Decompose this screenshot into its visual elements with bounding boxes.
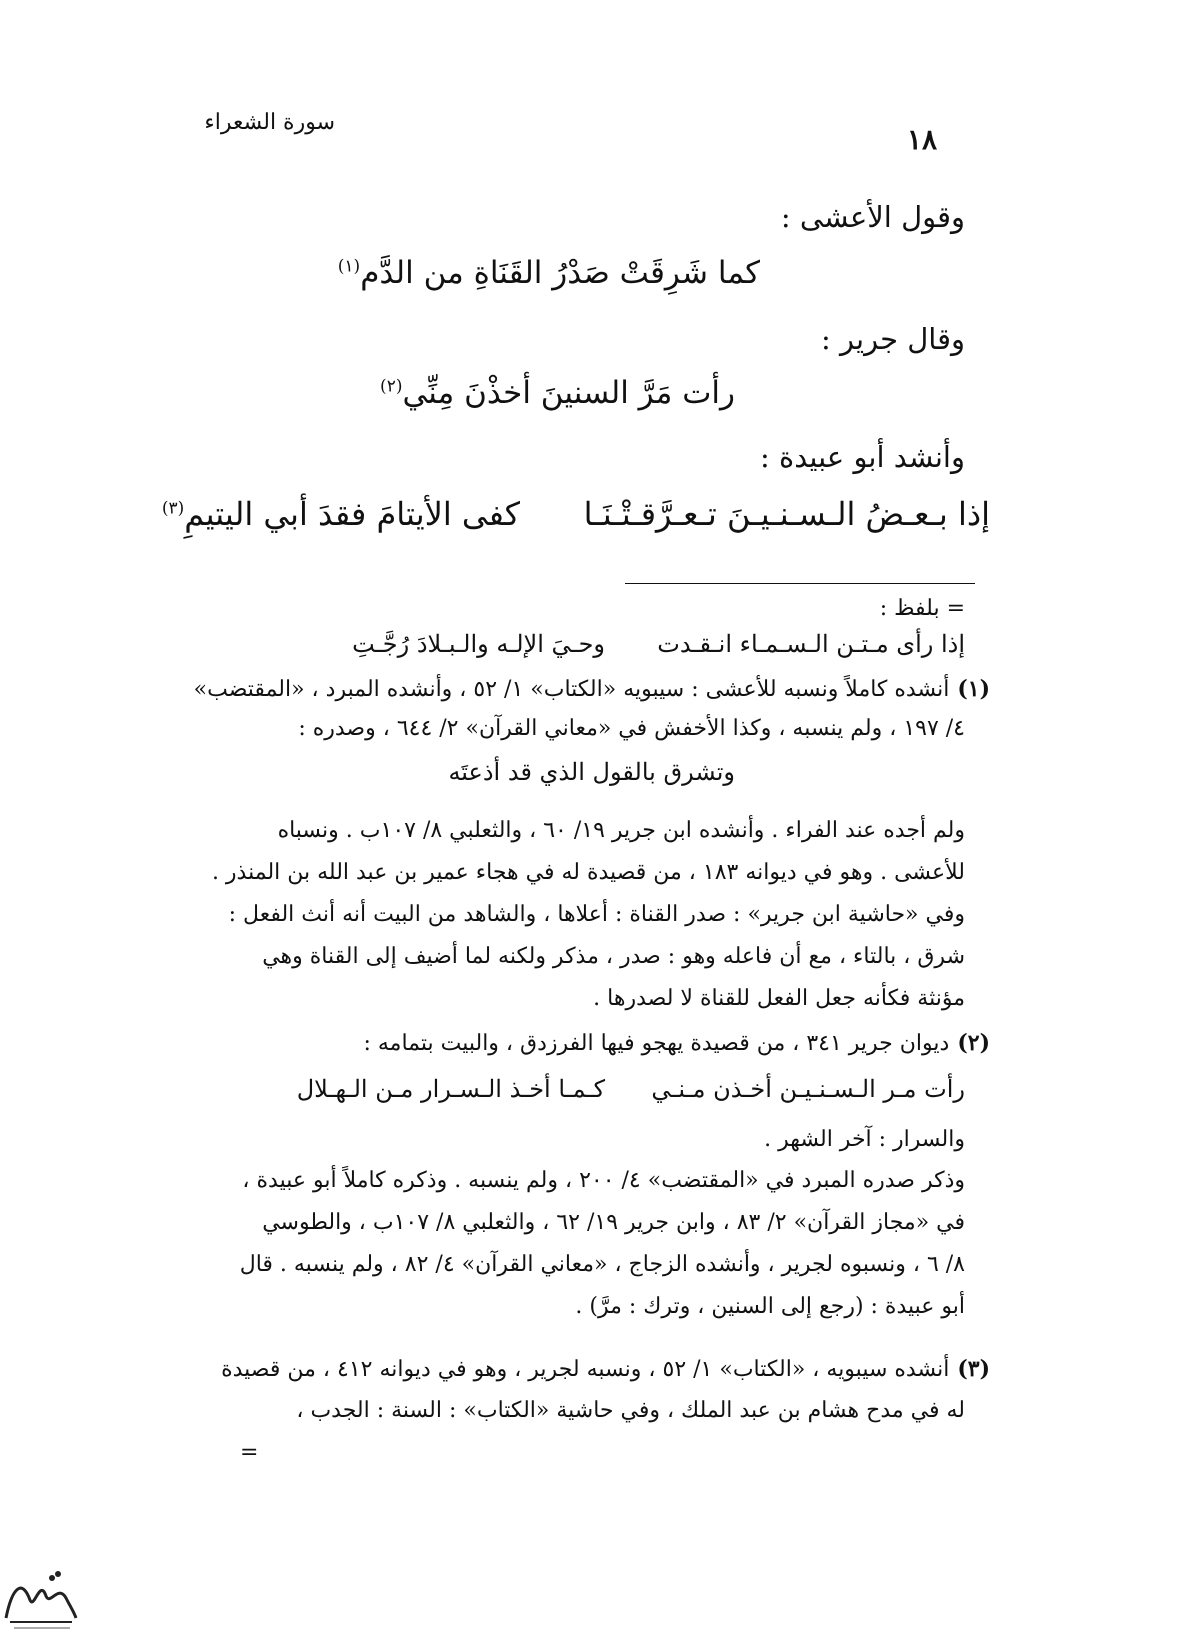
page-number: ١٨ — [906, 123, 937, 156]
footnote-2-line-2: والسرار : آخر الشهر . — [764, 1127, 965, 1152]
footnote-1-line-7: مؤنثة فكأنه جعل الفعل للقناة لا لصدرها . — [593, 986, 965, 1011]
intro-line-jarir: وقال جرير : — [821, 322, 965, 356]
footnote-2-line-4: في «مجاز القرآن» ٢/ ٨٣ ، وابن جرير ١٩/ ٦٢ ، والثعلبي ٨/ ١٠٧ب ، والطوسي — [262, 1210, 965, 1235]
verse-text: كفى الأيتامَ فقدَ أبي اليتيمِ — [184, 495, 520, 533]
verse-hemistich-2: كـمـا أخـذ الـسـرار مـن الـهـلال — [296, 1075, 605, 1103]
watermark-logo — [0, 1548, 80, 1638]
footnote-2-line-6: أبو عبيدة : (رجع إلى السنين ، وترك : مرَّ) . — [575, 1294, 965, 1319]
footnote-2-line-3: وذكر صدره المبرد في «المقتضب» ٤/ ٢٠٠ ، ولم ينسبه . وذكره كاملاً أبو عبيدة ، — [242, 1168, 965, 1193]
footnote-1-number: (١) — [957, 676, 990, 702]
footnote-1-line-5: وفي «حاشية ابن جرير» : صدر القناة : أعلاها ، والشاهد من البيت أنه أنث الفعل : — [228, 902, 965, 927]
verse-hemistich-1: إذا رأى مـتـن الـسـمـاء انـقـدت — [657, 630, 965, 658]
footnote-3-line-1 — [221, 1356, 990, 1382]
footnote-2-line-1 — [363, 1030, 990, 1056]
verse-hemistich-2 — [162, 495, 520, 533]
footnote-2-number: (٢) — [957, 1030, 990, 1056]
footnote-1-line-1 — [194, 676, 990, 702]
verse-asha — [338, 255, 760, 291]
verse-hemistich-1: إذا بـعـضُ الـسـنـيـنَ تـعـرَّقـتْـنَـا — [583, 495, 990, 533]
footnote-1-line-4: للأعشى . وهو في ديوانه ١٨٣ ، من قصيدة له في هجاء عمير بن عبد الله بن المنذر . — [211, 860, 965, 885]
verse-text: رأت مَرَّ السنينَ أخذْنَ مِنِّي — [402, 375, 735, 411]
footnote-1-line-6: شرق ، بالتاء ، مع أن فاعله وهو : صدر ، مذكر ولكنه لما أضيف إلى القناة وهي — [262, 944, 965, 969]
footnote-1-line-2: ٤/ ١٩٧ ، ولم ينسبه ، وكذا الأخفش في «معاني القرآن» ٢/ ٦٤٤ ، وصدره : — [298, 716, 965, 741]
footnote-continuation-lead: = بلفظ : — [879, 596, 965, 621]
footnote-divider — [625, 583, 975, 584]
verse-jarir — [380, 375, 735, 411]
verse-hemistich-2: وحـيَ الإلـه والـبـلادَ رُجَّـتِ — [352, 630, 605, 658]
footnote-1-verse: وتشرق بالقول الذي قد أذعتَه — [448, 758, 735, 786]
footnote-text: أنشده سيبويه ، «الكتاب» ١/ ٥٢ ، ونسبه لجرير ، وهو في ديوانه ٤١٢ ، من قصيدة — [221, 1357, 950, 1382]
intro-line-abu-ubayda: وأنشد أبو عبيدة : — [760, 440, 965, 474]
footnote-1-line-3: ولم أجده عند الفراء . وأنشده ابن جرير ١٩/ ٦٠ ، والثعلبي ٨/ ١٠٧ب . ونسباه — [277, 818, 965, 843]
verse-abu-ubayda — [150, 495, 990, 540]
footnote-ref-2: (٢) — [380, 376, 403, 397]
intro-line-asha: وقول الأعشى : — [780, 200, 965, 234]
footnote-text: ديوان جرير ٣٤١ ، من قصيدة يهجو فيها الفرزدق ، والبيت بتمامه : — [363, 1031, 950, 1056]
footnote-ref-3: (٣) — [161, 498, 185, 519]
running-title: سورة الشعراء — [204, 110, 335, 135]
footnote-2-line-5: ٨/ ٦ ، ونسبوه لجرير ، وأنشده الزجاج ، «معاني القرآن» ٤/ ٨٢ ، ولم ينسبه . قال — [239, 1252, 965, 1277]
footnote-3-number: (٣) — [957, 1356, 990, 1382]
footnote-ref-1: (١) — [337, 256, 361, 277]
footnote-2-verse — [165, 1075, 965, 1109]
footnote-3-line-2: له في مدح هشام بن عبد الملك ، وفي حاشية «الكتاب» : السنة : الجدب ، — [296, 1398, 965, 1423]
verse-text: كما شَرِقَتْ صَدْرُ القَنَاةِ من الدَّم — [360, 255, 760, 291]
footnote-text: أنشده كاملاً ونسبه للأعشى : سيبويه «الكتاب» ١/ ٥٢ ، وأنشده المبرد ، «المقتضب» — [193, 677, 950, 702]
footnote-continuation-verse — [165, 630, 965, 664]
continuation-mark: = — [240, 1440, 259, 1465]
verse-hemistich-1: رأت مـر الـسـنـيـن أخـذن مـنـي — [651, 1075, 965, 1103]
